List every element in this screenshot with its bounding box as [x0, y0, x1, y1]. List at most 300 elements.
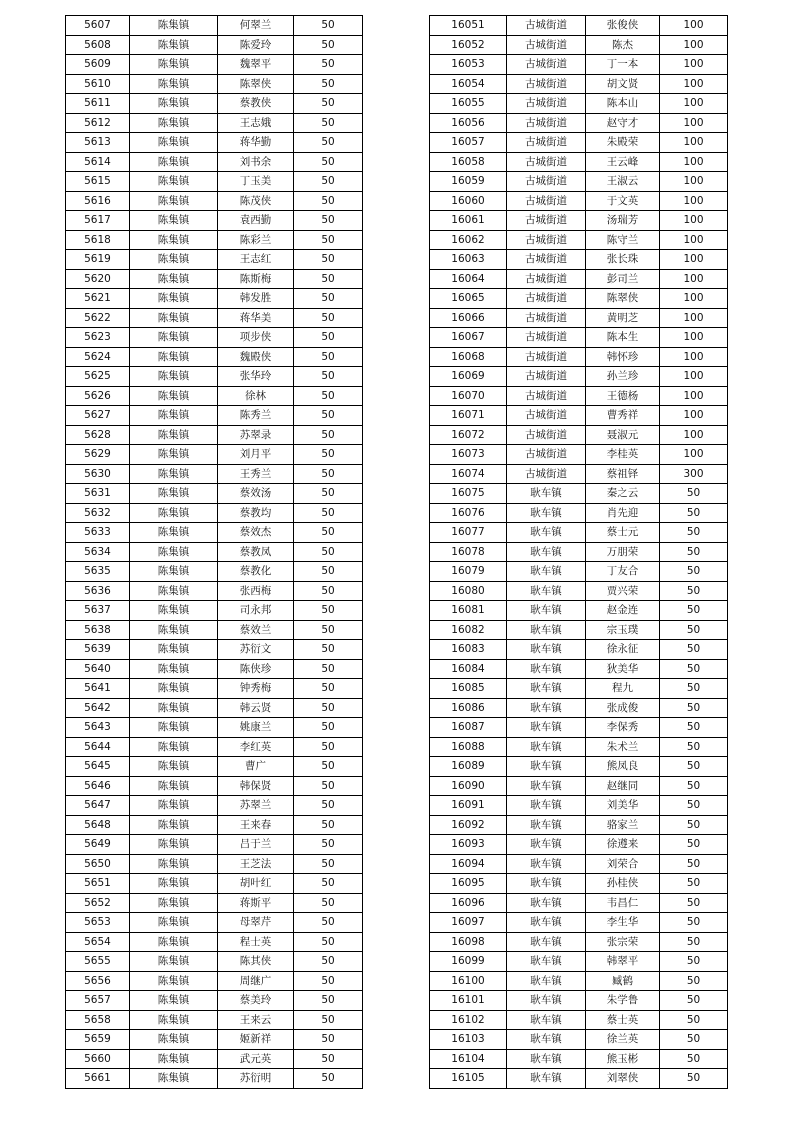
township-cell: 古城街道: [507, 94, 586, 114]
serial-number-cell: 5656: [66, 971, 130, 991]
name-cell: 魏翠平: [218, 55, 294, 75]
serial-number-cell: 5612: [66, 113, 130, 133]
serial-number-cell: 16070: [430, 386, 507, 406]
amount-cell: 50: [660, 874, 728, 894]
serial-number-cell: 16058: [430, 152, 507, 172]
serial-number-cell: 5615: [66, 172, 130, 192]
name-cell: 钟秀梅: [218, 679, 294, 699]
amount-cell: 50: [294, 113, 363, 133]
name-cell: 朱术兰: [586, 737, 660, 757]
amount-cell: 50: [294, 913, 363, 933]
table-row: [430, 874, 728, 894]
amount-cell: 100: [660, 308, 728, 328]
table-row: [430, 679, 728, 699]
amount-cell: 100: [660, 94, 728, 114]
amount-cell: 50: [294, 835, 363, 855]
name-cell: 蔡教均: [218, 503, 294, 523]
serial-number-cell: 16077: [430, 523, 507, 543]
name-cell: 蔡士元: [586, 523, 660, 543]
amount-cell: 100: [660, 425, 728, 445]
township-cell: 陈集镇: [130, 250, 218, 270]
township-cell: 陈集镇: [130, 386, 218, 406]
table-row: [66, 854, 363, 874]
serial-number-cell: 16056: [430, 113, 507, 133]
table-row: [66, 464, 363, 484]
township-cell: 古城街道: [507, 425, 586, 445]
serial-number-cell: 5651: [66, 874, 130, 894]
name-cell: 苏衍明: [218, 1069, 294, 1089]
table-row: [430, 659, 728, 679]
amount-cell: 50: [294, 211, 363, 231]
township-cell: 耿车镇: [507, 835, 586, 855]
township-cell: 陈集镇: [130, 74, 218, 94]
amount-cell: 50: [294, 445, 363, 465]
amount-cell: 100: [660, 406, 728, 426]
township-cell: 陈集镇: [130, 406, 218, 426]
township-cell: 陈集镇: [130, 562, 218, 582]
table-row: [430, 172, 728, 192]
table-row: [66, 1049, 363, 1069]
serial-number-cell: 16071: [430, 406, 507, 426]
table-row: [430, 35, 728, 55]
serial-number-cell: 5640: [66, 659, 130, 679]
table-row: [430, 913, 728, 933]
name-cell: 陈斯梅: [218, 269, 294, 289]
township-cell: 陈集镇: [130, 113, 218, 133]
amount-cell: 50: [294, 854, 363, 874]
table-row: [66, 893, 363, 913]
name-cell: 李保秀: [586, 718, 660, 738]
township-cell: 古城街道: [507, 367, 586, 387]
name-cell: 陈翠侠: [218, 74, 294, 94]
name-cell: 陈其侠: [218, 952, 294, 972]
serial-number-cell: 5607: [66, 16, 130, 36]
amount-cell: 50: [294, 796, 363, 816]
amount-cell: 50: [660, 659, 728, 679]
amount-cell: 50: [294, 562, 363, 582]
serial-number-cell: 5638: [66, 620, 130, 640]
table-row: [430, 425, 728, 445]
table-row: [66, 55, 363, 75]
serial-number-cell: 5645: [66, 757, 130, 777]
amount-cell: 50: [294, 74, 363, 94]
amount-cell: 50: [660, 796, 728, 816]
serial-number-cell: 16072: [430, 425, 507, 445]
table-row: [430, 445, 728, 465]
township-cell: 耿车镇: [507, 971, 586, 991]
serial-number-cell: 16089: [430, 757, 507, 777]
township-cell: 耿车镇: [507, 679, 586, 699]
serial-number-cell: 5614: [66, 152, 130, 172]
name-cell: 韩云贤: [218, 698, 294, 718]
serial-number-cell: 5653: [66, 913, 130, 933]
amount-cell: 50: [294, 172, 363, 192]
name-cell: 王秀兰: [218, 464, 294, 484]
name-cell: 陈本生: [586, 328, 660, 348]
serial-number-cell: 16053: [430, 55, 507, 75]
table-row: [66, 113, 363, 133]
amount-cell: 50: [294, 367, 363, 387]
table-row: [66, 601, 363, 621]
table-row: [66, 133, 363, 153]
name-cell: 王德杨: [586, 386, 660, 406]
name-cell: 蔡美玲: [218, 991, 294, 1011]
township-cell: 古城街道: [507, 191, 586, 211]
name-cell: 李红英: [218, 737, 294, 757]
amount-cell: 50: [660, 835, 728, 855]
name-cell: 袁西勤: [218, 211, 294, 231]
serial-number-cell: 5654: [66, 932, 130, 952]
township-cell: 陈集镇: [130, 952, 218, 972]
serial-number-cell: 5632: [66, 503, 130, 523]
serial-number-cell: 5633: [66, 523, 130, 543]
amount-cell: 100: [660, 172, 728, 192]
serial-number-cell: 5613: [66, 133, 130, 153]
serial-number-cell: 5616: [66, 191, 130, 211]
name-cell: 刘月平: [218, 445, 294, 465]
township-cell: 古城街道: [507, 386, 586, 406]
name-cell: 臧鹤: [586, 971, 660, 991]
table-row: [430, 1049, 728, 1069]
township-cell: 陈集镇: [130, 133, 218, 153]
township-cell: 陈集镇: [130, 737, 218, 757]
name-cell: 陈茂侠: [218, 191, 294, 211]
serial-number-cell: 16100: [430, 971, 507, 991]
serial-number-cell: 16069: [430, 367, 507, 387]
township-cell: 耿车镇: [507, 991, 586, 1011]
name-cell: 韩翠平: [586, 952, 660, 972]
amount-cell: 50: [294, 542, 363, 562]
serial-number-cell: 16076: [430, 503, 507, 523]
amount-cell: 50: [294, 815, 363, 835]
serial-number-cell: 16091: [430, 796, 507, 816]
table-row: [430, 932, 728, 952]
serial-number-cell: 16084: [430, 659, 507, 679]
table-row: [66, 445, 363, 465]
serial-number-cell: 16103: [430, 1030, 507, 1050]
amount-cell: 50: [294, 1010, 363, 1030]
name-cell: 韩怀珍: [586, 347, 660, 367]
name-cell: 熊玉彬: [586, 1049, 660, 1069]
table-row: [66, 523, 363, 543]
table-row: [66, 250, 363, 270]
serial-number-cell: 16095: [430, 874, 507, 894]
name-cell: 徐兰英: [586, 1030, 660, 1050]
amount-cell: 50: [660, 503, 728, 523]
table-row: [66, 718, 363, 738]
name-cell: 张宗荣: [586, 932, 660, 952]
township-cell: 陈集镇: [130, 679, 218, 699]
table-row: [430, 698, 728, 718]
table-row: [66, 620, 363, 640]
township-cell: 陈集镇: [130, 328, 218, 348]
table-row: [430, 74, 728, 94]
serial-number-cell: 5608: [66, 35, 130, 55]
amount-cell: 50: [294, 659, 363, 679]
name-cell: 程士英: [218, 932, 294, 952]
township-cell: 古城街道: [507, 230, 586, 250]
serial-number-cell: 5617: [66, 211, 130, 231]
amount-cell: 50: [660, 562, 728, 582]
table-row: [430, 835, 728, 855]
serial-number-cell: 16081: [430, 601, 507, 621]
serial-number-cell: 16083: [430, 640, 507, 660]
serial-number-cell: 16064: [430, 269, 507, 289]
table-row: [430, 406, 728, 426]
table-row: [66, 1030, 363, 1050]
amount-cell: 50: [660, 991, 728, 1011]
serial-number-cell: 5621: [66, 289, 130, 309]
serial-number-cell: 16105: [430, 1069, 507, 1089]
table-row: [430, 1010, 728, 1030]
township-cell: 耿车镇: [507, 659, 586, 679]
amount-cell: 50: [294, 152, 363, 172]
township-cell: 陈集镇: [130, 484, 218, 504]
table-row: [66, 932, 363, 952]
table-row: [66, 386, 363, 406]
amount-cell: 50: [660, 718, 728, 738]
township-cell: 陈集镇: [130, 308, 218, 328]
name-cell: 赵守才: [586, 113, 660, 133]
table-row: [66, 835, 363, 855]
amount-cell: 50: [294, 503, 363, 523]
name-cell: 赵金连: [586, 601, 660, 621]
township-cell: 古城街道: [507, 406, 586, 426]
amount-cell: 50: [294, 347, 363, 367]
name-cell: 陈守兰: [586, 230, 660, 250]
name-cell: 蔡效汤: [218, 484, 294, 504]
table-row: [66, 796, 363, 816]
table-row: [430, 776, 728, 796]
name-cell: 熊凤良: [586, 757, 660, 777]
name-cell: 周继广: [218, 971, 294, 991]
amount-cell: 50: [294, 952, 363, 972]
table-row: [66, 328, 363, 348]
amount-cell: 50: [294, 718, 363, 738]
serial-number-cell: 5611: [66, 94, 130, 114]
township-cell: 耿车镇: [507, 932, 586, 952]
name-cell: 张华玲: [218, 367, 294, 387]
amount-cell: 50: [294, 269, 363, 289]
township-cell: 陈集镇: [130, 230, 218, 250]
table-row: [430, 542, 728, 562]
name-cell: 丁一本: [586, 55, 660, 75]
table-row: [66, 484, 363, 504]
table-row: [66, 152, 363, 172]
township-cell: 陈集镇: [130, 94, 218, 114]
serial-number-cell: 16066: [430, 308, 507, 328]
left-roster-table: [65, 15, 363, 1089]
table-row: [66, 542, 363, 562]
serial-number-cell: 5631: [66, 484, 130, 504]
name-cell: 王来春: [218, 815, 294, 835]
serial-number-cell: 5627: [66, 406, 130, 426]
name-cell: 何翠兰: [218, 16, 294, 36]
table-row: [66, 815, 363, 835]
name-cell: 狄美华: [586, 659, 660, 679]
township-cell: 陈集镇: [130, 698, 218, 718]
table-row: [430, 523, 728, 543]
name-cell: 朱殿荣: [586, 133, 660, 153]
township-cell: 古城街道: [507, 172, 586, 192]
serial-number-cell: 5620: [66, 269, 130, 289]
name-cell: 刘翠侠: [586, 1069, 660, 1089]
table-row: [430, 191, 728, 211]
amount-cell: 50: [660, 1049, 728, 1069]
amount-cell: 50: [294, 971, 363, 991]
name-cell: 吕于兰: [218, 835, 294, 855]
township-cell: 陈集镇: [130, 289, 218, 309]
name-cell: 张长珠: [586, 250, 660, 270]
table-row: [66, 308, 363, 328]
township-cell: 陈集镇: [130, 581, 218, 601]
serial-number-cell: 5641: [66, 679, 130, 699]
serial-number-cell: 5630: [66, 464, 130, 484]
township-cell: 陈集镇: [130, 269, 218, 289]
township-cell: 陈集镇: [130, 815, 218, 835]
serial-number-cell: 16057: [430, 133, 507, 153]
amount-cell: 50: [294, 757, 363, 777]
township-cell: 古城街道: [507, 152, 586, 172]
amount-cell: 50: [294, 425, 363, 445]
serial-number-cell: 5647: [66, 796, 130, 816]
name-cell: 苏翠录: [218, 425, 294, 445]
amount-cell: 50: [660, 1030, 728, 1050]
township-cell: 陈集镇: [130, 152, 218, 172]
amount-cell: 100: [660, 211, 728, 231]
table-row: [66, 679, 363, 699]
name-cell: 韩保贤: [218, 776, 294, 796]
serial-number-cell: 5643: [66, 718, 130, 738]
amount-cell: 50: [294, 55, 363, 75]
serial-number-cell: 16063: [430, 250, 507, 270]
table-row: [66, 230, 363, 250]
township-cell: 陈集镇: [130, 1010, 218, 1030]
township-cell: 陈集镇: [130, 659, 218, 679]
name-cell: 李生华: [586, 913, 660, 933]
amount-cell: 100: [660, 230, 728, 250]
name-cell: 王云峰: [586, 152, 660, 172]
amount-cell: 50: [294, 1030, 363, 1050]
name-cell: 徐永征: [586, 640, 660, 660]
serial-number-cell: 5619: [66, 250, 130, 270]
township-cell: 陈集镇: [130, 835, 218, 855]
name-cell: 汤瑞芳: [586, 211, 660, 231]
amount-cell: 50: [660, 1010, 728, 1030]
serial-number-cell: 16055: [430, 94, 507, 114]
amount-cell: 100: [660, 55, 728, 75]
amount-cell: 100: [660, 113, 728, 133]
township-cell: 耿车镇: [507, 874, 586, 894]
amount-cell: 50: [660, 757, 728, 777]
name-cell: 孙桂侠: [586, 874, 660, 894]
serial-number-cell: 16099: [430, 952, 507, 972]
table-row: [430, 1030, 728, 1050]
table-row: [66, 211, 363, 231]
table-row: [430, 991, 728, 1011]
serial-number-cell: 5661: [66, 1069, 130, 1089]
name-cell: 姚康兰: [218, 718, 294, 738]
township-cell: 陈集镇: [130, 893, 218, 913]
table-row: [430, 484, 728, 504]
table-row: [66, 172, 363, 192]
amount-cell: 50: [660, 620, 728, 640]
serial-number-cell: 16075: [430, 484, 507, 504]
amount-cell: 50: [294, 620, 363, 640]
table-row: [430, 230, 728, 250]
table-row: [66, 757, 363, 777]
table-row: [66, 581, 363, 601]
table-row: [66, 913, 363, 933]
name-cell: 曹广: [218, 757, 294, 777]
table-row: [430, 464, 728, 484]
township-cell: 耿车镇: [507, 854, 586, 874]
township-cell: 陈集镇: [130, 35, 218, 55]
name-cell: 苏翠兰: [218, 796, 294, 816]
amount-cell: 300: [660, 464, 728, 484]
table-row: [66, 640, 363, 660]
table-row: [430, 601, 728, 621]
amount-cell: 50: [294, 484, 363, 504]
township-cell: 陈集镇: [130, 367, 218, 387]
name-cell: 刘书余: [218, 152, 294, 172]
township-cell: 陈集镇: [130, 464, 218, 484]
left-roster-body: [66, 16, 363, 1089]
amount-cell: 100: [660, 35, 728, 55]
township-cell: 耿车镇: [507, 503, 586, 523]
name-cell: 项步侠: [218, 328, 294, 348]
table-row: [66, 698, 363, 718]
amount-cell: 100: [660, 367, 728, 387]
table-row: [430, 386, 728, 406]
name-cell: 秦之云: [586, 484, 660, 504]
serial-number-cell: 16098: [430, 932, 507, 952]
amount-cell: 50: [294, 581, 363, 601]
table-row: [430, 211, 728, 231]
name-cell: 彭司兰: [586, 269, 660, 289]
name-cell: 蔡效兰: [218, 620, 294, 640]
serial-number-cell: 5618: [66, 230, 130, 250]
serial-number-cell: 16087: [430, 718, 507, 738]
table-row: [66, 737, 363, 757]
amount-cell: 50: [660, 640, 728, 660]
table-row: [430, 562, 728, 582]
serial-number-cell: 5625: [66, 367, 130, 387]
township-cell: 古城街道: [507, 308, 586, 328]
name-cell: 魏殿侠: [218, 347, 294, 367]
table-row: [430, 94, 728, 114]
name-cell: 张成俊: [586, 698, 660, 718]
serial-number-cell: 16096: [430, 893, 507, 913]
name-cell: 肖先迎: [586, 503, 660, 523]
name-cell: 骆家兰: [586, 815, 660, 835]
amount-cell: 50: [294, 16, 363, 36]
serial-number-cell: 16079: [430, 562, 507, 582]
name-cell: 蒋华勤: [218, 133, 294, 153]
township-cell: 耿车镇: [507, 952, 586, 972]
serial-number-cell: 16097: [430, 913, 507, 933]
serial-number-cell: 5658: [66, 1010, 130, 1030]
amount-cell: 50: [294, 191, 363, 211]
name-cell: 徐遵来: [586, 835, 660, 855]
table-row: [66, 991, 363, 1011]
township-cell: 陈集镇: [130, 640, 218, 660]
township-cell: 耿车镇: [507, 484, 586, 504]
serial-number-cell: 5635: [66, 562, 130, 582]
name-cell: 蔡教侠: [218, 94, 294, 114]
township-cell: 陈集镇: [130, 1069, 218, 1089]
serial-number-cell: 5655: [66, 952, 130, 972]
